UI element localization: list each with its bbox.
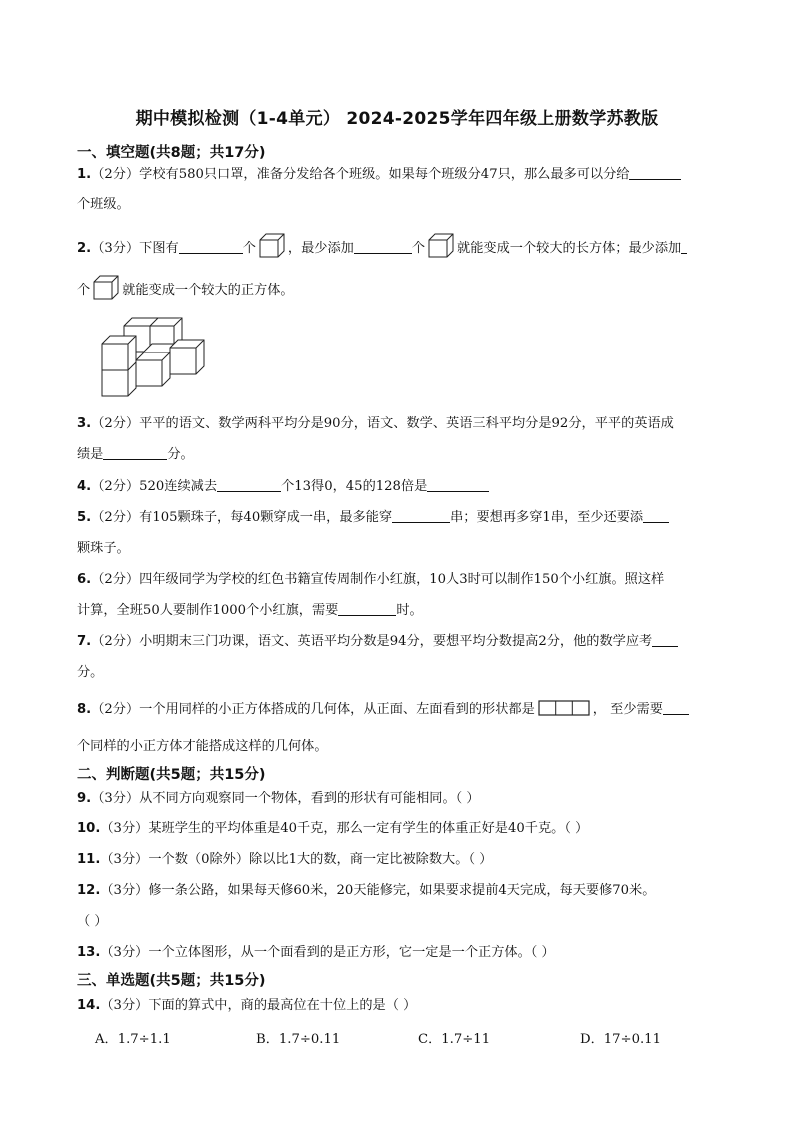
question-3-cont: 绩是 分。	[77, 447, 194, 462]
question-number: 4.	[77, 479, 92, 494]
question-12: 12.（3分）修一条公路，如果每天修60米，20天能修完，如果要求提前4天完成，每天要修70米。	[77, 883, 656, 898]
question-score: （3分）	[100, 821, 149, 836]
question-3: 3.（2分）平平的语文、数学两科平均分是90分，语文、数学、英语三科平均分是92分，平平的英语成	[77, 416, 674, 431]
question-number: 12.	[77, 883, 101, 898]
cube-icon	[427, 232, 455, 258]
option-d[interactable]: D．17÷0.11	[580, 1032, 661, 1047]
question-12-cont: （ ）	[77, 914, 108, 929]
option-a[interactable]: A．1.7÷1.1	[95, 1032, 171, 1047]
question-11: 11.（3分）一个数（0除外）除以比1大的数，商一定比被除数大。（ ）	[77, 852, 493, 867]
answer-blank[interactable]	[354, 239, 412, 254]
answer-blank[interactable]	[427, 477, 489, 492]
question-score: （2分）	[91, 167, 140, 182]
answer-blank[interactable]	[392, 508, 450, 523]
answer-blank[interactable]	[681, 239, 687, 254]
section-heading-true-false: 二、判断题(共5题；共15分)	[77, 767, 266, 783]
question-score: （3分）	[100, 945, 149, 960]
question-score: （3分）	[91, 241, 140, 256]
question-number: 10.	[77, 821, 101, 836]
cube-icon	[92, 274, 120, 300]
question-8: 8.（2分）一个用同样的小正方体搭成的几何体，从正面、左面看到的形状都是 ， 至少需要	[77, 700, 689, 720]
cube-icon	[258, 232, 286, 258]
question-score: （2分）	[91, 416, 140, 431]
question-number: 2.	[77, 241, 92, 256]
question-score: （3分）	[91, 791, 140, 806]
option-c[interactable]: C．1.7÷11	[418, 1032, 491, 1047]
question-score: （3分）	[100, 998, 149, 1013]
question-6-cont: 计算，全班50人要制作1000个小红旗，需要 时。	[77, 603, 423, 618]
question-4: 4.（2分）520连续减去 个13得0，45的128倍是	[77, 477, 489, 497]
three-squares-view-icon	[538, 700, 590, 716]
question-6: 6.（2分）四年级同学为学校的红色书籍宣传周制作小红旗，10人3时可以制作150个小红旗。照这样	[77, 572, 665, 587]
question-score: （2分）	[91, 510, 140, 525]
question-score: （2分）	[91, 479, 140, 494]
question-10: 10.（3分）某班学生的平均体重是40千克，那么一定有学生的体重正好是40千克。（ ）	[77, 821, 589, 836]
question-13: 13.（3分）一个立体图形，从一个面看到的是正方形，它一定是一个正方体。（ ）	[77, 945, 555, 960]
question-number: 7.	[77, 634, 92, 649]
section-heading-fill-blank: 一、填空题(共8题；共17分)	[77, 145, 266, 161]
question-score: （3分）	[100, 883, 149, 898]
question-number: 14.	[77, 998, 101, 1013]
question-number: 13.	[77, 945, 101, 960]
cube-stack-figure	[100, 316, 210, 398]
question-5: 5.（2分）有105颗珠子，每40颗穿成一串，最多能穿 串；要想再多穿1串，至少还要添	[77, 508, 669, 528]
answer-blank[interactable]	[103, 445, 167, 460]
question-number: 1.	[77, 167, 92, 182]
question-8-cont: 个同样的小正方体才能搭成这样的几何体。	[77, 739, 328, 754]
question-2: 2.（3分）下图有 个 ，最少添加 个 就能变成一个较大的长方体；最少添加	[77, 232, 687, 259]
question-score: （2分）	[91, 572, 140, 587]
question-score: （3分）	[100, 852, 149, 867]
question-score: （2分）	[91, 634, 140, 649]
question-number: 9.	[77, 791, 92, 806]
question-9: 9.（3分）从不同方向观察同一个物体，看到的形状有可能相同。（ ）	[77, 791, 480, 806]
question-1: 1.（2分）学校有580只口罩，准备分发给各个班级。如果每个班级分47只，那么最多可以分给	[77, 165, 681, 185]
question-number: 6.	[77, 572, 92, 587]
question-7-cont: 分。	[77, 665, 104, 680]
option-b[interactable]: B．1.7÷0.11	[256, 1032, 341, 1047]
answer-blank[interactable]	[338, 601, 396, 616]
question-2-cont: 个 就能变成一个较大的正方体。	[77, 274, 294, 301]
answer-blank[interactable]	[652, 632, 678, 647]
page-title: 期中模拟检测（1-4单元） 2024-2025学年四年级上册数学苏教版	[135, 109, 659, 129]
answer-blank[interactable]	[663, 700, 689, 715]
question-14: 14.（3分）下面的算式中，商的最高位在十位上的是（ ）	[77, 998, 417, 1013]
question-number: 5.	[77, 510, 92, 525]
answer-blank[interactable]	[629, 165, 681, 180]
question-number: 8.	[77, 702, 92, 717]
question-number: 3.	[77, 416, 92, 431]
question-7: 7.（2分）小明期末三门功课，语文、英语平均分数是94分，要想平均分数提高2分，他的数学应考	[77, 632, 678, 652]
question-score: （2分）	[91, 702, 140, 717]
answer-blank[interactable]	[643, 508, 669, 523]
question-number: 11.	[77, 852, 101, 867]
question-5-cont: 颗珠子。	[77, 541, 130, 556]
answer-blank[interactable]	[179, 239, 243, 254]
question-1-cont: 个班级。	[77, 197, 130, 212]
answer-blank[interactable]	[217, 477, 281, 492]
section-heading-single-choice: 三、单选题(共5题；共15分)	[77, 973, 266, 989]
